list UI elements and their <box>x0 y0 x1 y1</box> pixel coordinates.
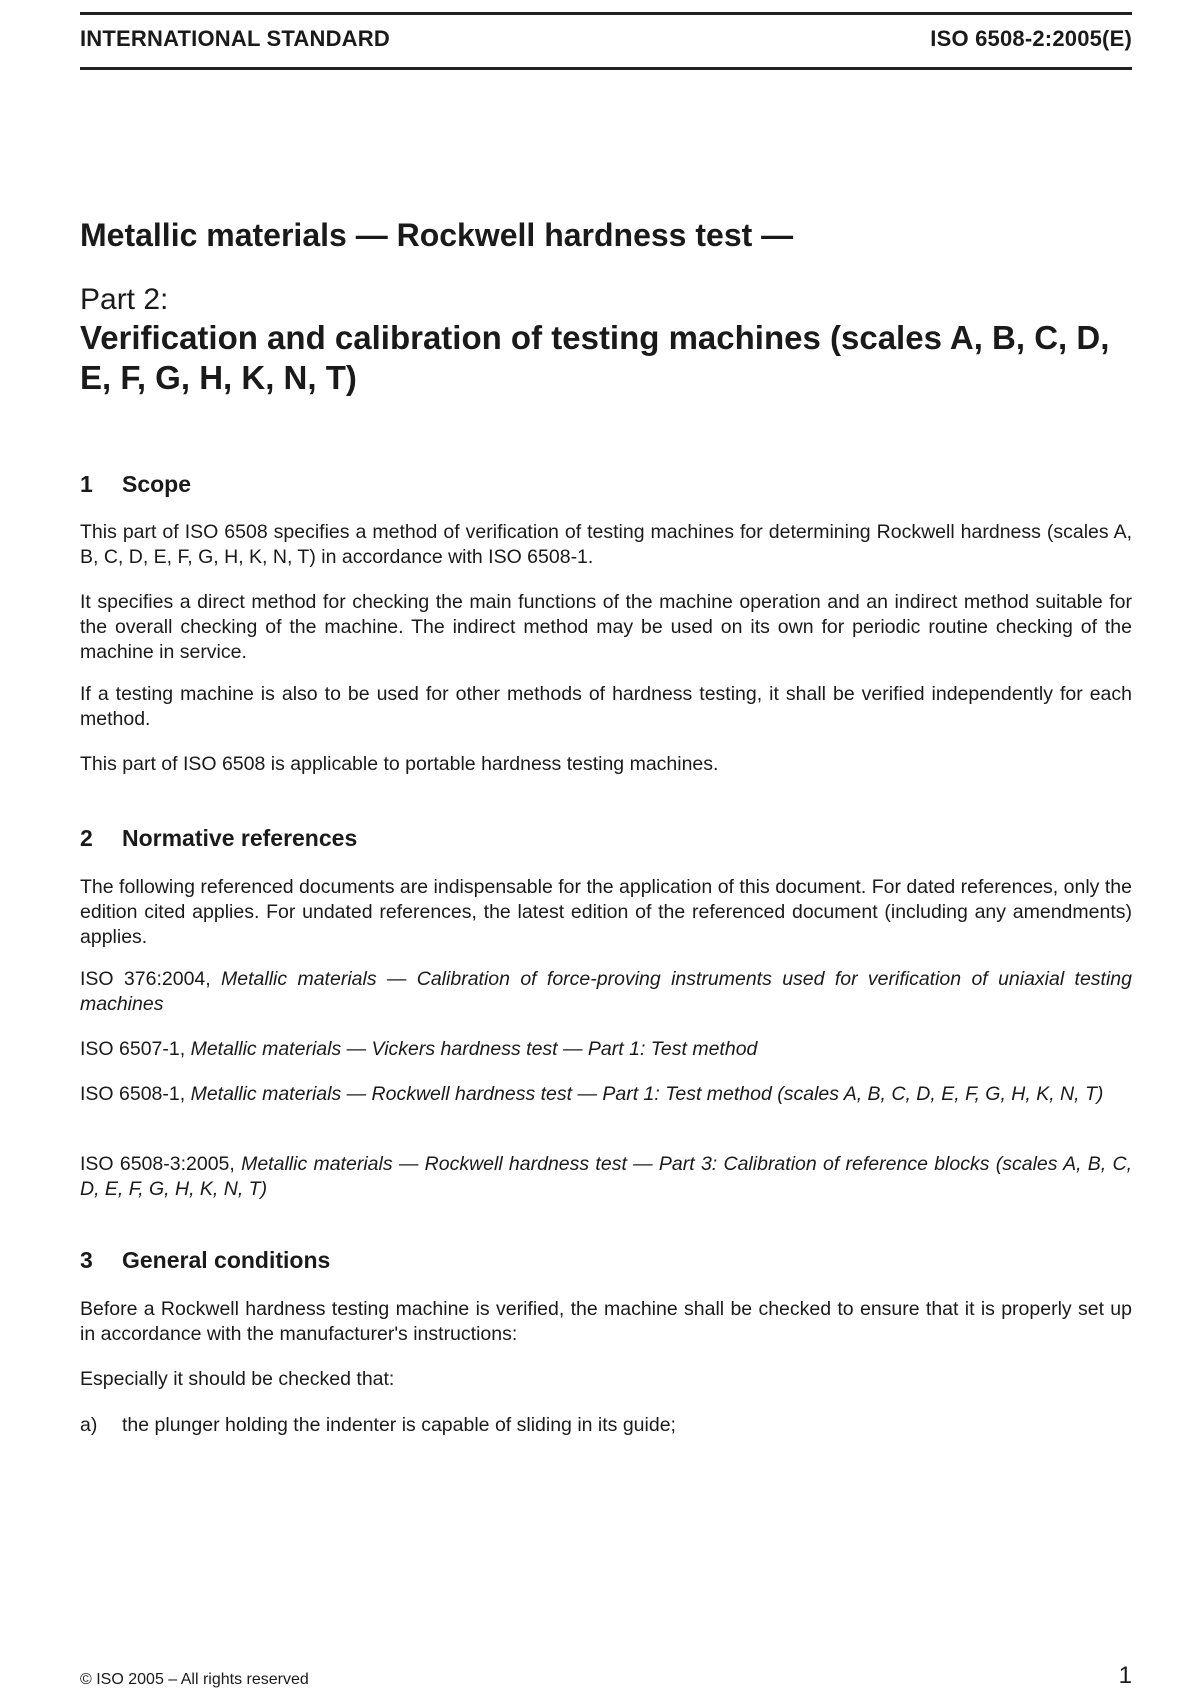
section-number: 2 <box>80 825 93 851</box>
section-title: Scope <box>122 471 192 497</box>
paragraph: The following referenced documents are indispensable for the application of this document. For dated references, only the edition cited applies. For undated references, the latest edition of the referenced document (including any amendments) applies. <box>80 876 1132 948</box>
reference-title: Metallic materials — Calibration of force-proving instruments used for verification of uniaxial testing machines <box>80 968 1132 1015</box>
reference-code: ISO 6507-1, <box>80 1038 186 1060</box>
document-title: Metallic materials — Rockwell hardness test — <box>80 217 794 253</box>
reference-item <box>80 967 1132 1017</box>
reference-code: ISO 6508-3:2005, <box>80 1153 235 1175</box>
part-label: Part 2: <box>80 283 169 316</box>
header-rule-bottom <box>80 67 1132 70</box>
list-marker: a) <box>80 1414 98 1436</box>
reference-item <box>80 1082 1132 1107</box>
paragraph: Before a Rockwell hardness testing machine is verified, the machine shall be checked to ensure that it is properly set up in accordance with the manufacturer's instructions: <box>80 1298 1132 1345</box>
section-number: 1 <box>80 471 93 497</box>
running-header <box>80 26 1132 52</box>
paragraph: It specifies a direct method for checking the main functions of the machine operation and an indirect method suitable for the overall checking of the machine. The indirect method may be used on its own for periodic routine checking of the machine in service. <box>80 591 1132 663</box>
reference-title: Metallic materials — Rockwell hardness test — Part 1: Test method (scales A, B, C, D, E, F, G, H, K, N, T) <box>190 1083 1104 1105</box>
section-heading-scope <box>80 469 191 499</box>
document-page <box>80 0 1132 1698</box>
header-standard-number: ISO 6508-2:2005(E) <box>930 26 1132 51</box>
reference-title: Metallic materials — Rockwell hardness test — Part 3: Calibration of reference blocks (scales A, B, C, D, E, F, G, H, K, N, T) <box>80 1153 1132 1200</box>
paragraph: If a testing machine is also to be used for other methods of hardness testing, it shall be verified independently for each method. <box>80 683 1132 730</box>
reference-title: Metallic materials — Vickers hardness test — Part 1: Test method <box>190 1038 758 1060</box>
section-heading-normative-references <box>80 823 357 853</box>
list-item <box>80 1413 1132 1438</box>
section-heading-general-conditions <box>80 1245 330 1275</box>
reference-item <box>80 1037 1132 1062</box>
reference-item <box>80 1152 1132 1202</box>
section-title: Normative references <box>122 825 358 851</box>
header-standard-type: INTERNATIONAL STANDARD <box>80 26 390 51</box>
section-title: General conditions <box>122 1247 331 1273</box>
header-rule-top <box>80 12 1132 15</box>
paragraph: This part of ISO 6508 specifies a method of verification of testing machines for determining Rockwell hardness (scales A, B, C, D, E, F, G, H, K, N, T) in accordance with ISO 6508-1. <box>80 521 1132 568</box>
reference-code: ISO 376:2004, <box>80 968 211 990</box>
paragraph: Especially it should be checked that: <box>80 1368 395 1390</box>
reference-code: ISO 6508-1, <box>80 1083 186 1105</box>
section-number: 3 <box>80 1247 93 1273</box>
list-text: the plunger holding the indenter is capable of sliding in its guide; <box>122 1414 676 1436</box>
part-title: Verification and calibration of testing machines (scales A, B, C, D, E, F, G, H, K, N, T) <box>80 319 1110 396</box>
footer-copyright: © ISO 2005 – All rights reserved <box>80 1671 309 1688</box>
paragraph: This part of ISO 6508 is applicable to portable hardness testing machines. <box>80 753 719 775</box>
footer-page-number: 1 <box>1118 1662 1132 1689</box>
